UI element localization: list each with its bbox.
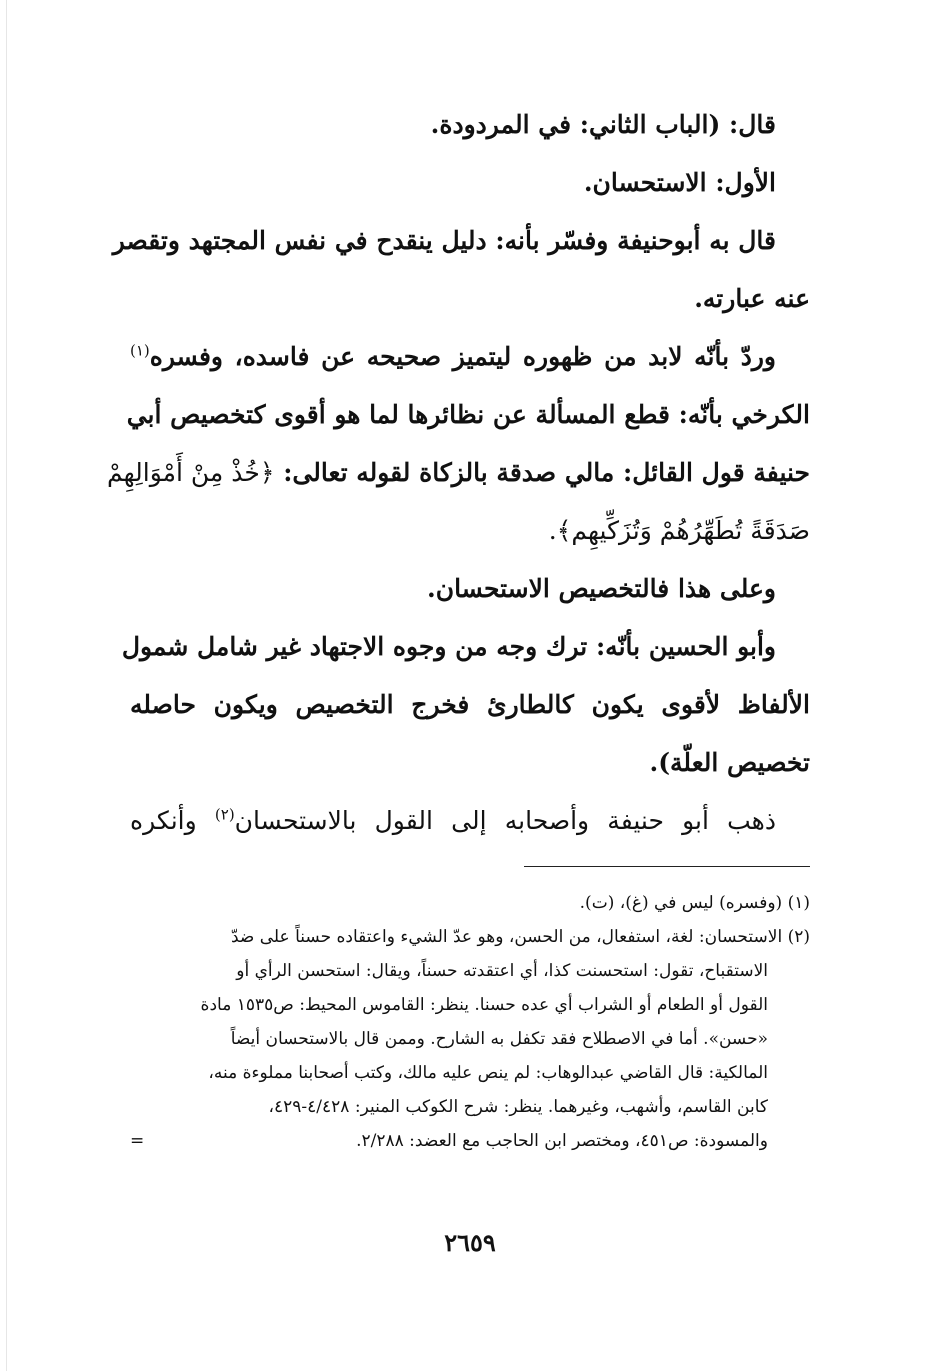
quran-verse-end: صَدَقَةً تُطَهِّرُهُمْ وَتُزَكِّيهِم: [571, 516, 810, 545]
text-line-1: قال: (الباب الثاني: في المردودة.: [430, 110, 776, 139]
footnote-2-line-3: القول أو الطعام أو الشراب أي عده حسنا. ينظر: القاموس المحيط: ص١٥٣٥ مادة: [200, 995, 768, 1015]
page-number: ٢٦٥٩: [444, 1228, 496, 1257]
text-line-3: قال به أبوحنيفة وفسّر بأنه: دليل ينقدح في نفس المجتهد وتقصر: [112, 226, 776, 255]
text-line-7: [106, 444, 810, 502]
text-line-8: [130, 502, 810, 560]
footnote-2-line-7: [130, 1124, 810, 1158]
footnote-separator: [524, 866, 810, 867]
text-line-5: [130, 328, 810, 386]
text-line-13: [130, 792, 810, 850]
main-text: [106, 96, 810, 850]
text-line-9: وعلى هذا فالتخصيص الاستحسان.: [427, 574, 776, 603]
text-line-11: الألفاظ لأقوى يكون كالطارئ فخرج التخصيص ويكون حاصله: [130, 690, 810, 719]
footnote-2-line-6: كابن القاسم، وأشهب، وغيرهما. ينظر: شرح الكوكب المنير: ٤/٤٢٨-٤٢٩،: [268, 1097, 768, 1117]
footnote-2-line-4: «حسن». أما في الاصطلاح فقد تكفل به الشارح. وممن قال بالاستحسان أيضاً: [230, 1029, 768, 1049]
page-edge: [6, 0, 7, 1371]
text-line-13-tail: وأنكره: [130, 806, 215, 835]
text-line-10: وأبو الحسين بأنّه: ترك وجه من وجوه الاجتهاد غير شامل شمول: [121, 632, 776, 661]
footnote-2-line-5: المالكية: قال القاضي عبدالوهاب: لم ينص عليه مالك، وكتب أصحابنا مملوءة منه،: [208, 1063, 768, 1083]
footnote-marker-1: (١): [130, 341, 150, 360]
text-line-5-body: وردّ بأنّه لابد من ظهوره ليتميز صحيحه عن فاسده، وفسره: [149, 342, 776, 371]
footnote-2-line-1: (٢) الاستحسان: لغة، استفعال، من الحسن، وهو عدّ الشيء واعتقاده حسناً على ضدّ: [231, 927, 810, 947]
footnote-1: (١) (وفسره) ليس في (غ)، (ت).: [579, 893, 810, 913]
text-line-2: الأول: الاستحسان.: [583, 168, 776, 197]
text-line-6: الكرخي بأنّه: قطع المسألة عن نظائرها لما هو أقوى كتخصيص أبي: [126, 400, 810, 429]
footnote-2-line-2: الاستقباح، تقول: استحسنت كذا، أي اعتقدته حسناً، ويقال: استحسن الرأي أو: [236, 961, 768, 981]
quran-close-bracket: ﴾.: [548, 516, 572, 545]
quran-verse-start: ﴿خُذْ مِنْ أَمْوَالِهِمْ: [106, 458, 275, 487]
text-line-7-body: حنيفة قول القائل: مالي صدقة بالزكاة لقوله تعالى:: [274, 458, 810, 487]
footnote-2-line-7-text: والمسودة: ص٤٥١، ومختصر ابن الحاجب مع العضد: ٢/٢٨٨.: [356, 1131, 768, 1151]
footnote-marker-2: (٢): [214, 805, 235, 824]
text-line-4: عنه عبارته.: [694, 284, 810, 313]
text-line-13-body: ذهب أبو حنيفة وأصحابه إلى القول بالاستحسان: [234, 806, 777, 835]
footnotes: [130, 886, 810, 1158]
text-line-12: تخصيص العلّة).: [649, 748, 810, 777]
continuation-mark: =: [130, 1131, 145, 1151]
